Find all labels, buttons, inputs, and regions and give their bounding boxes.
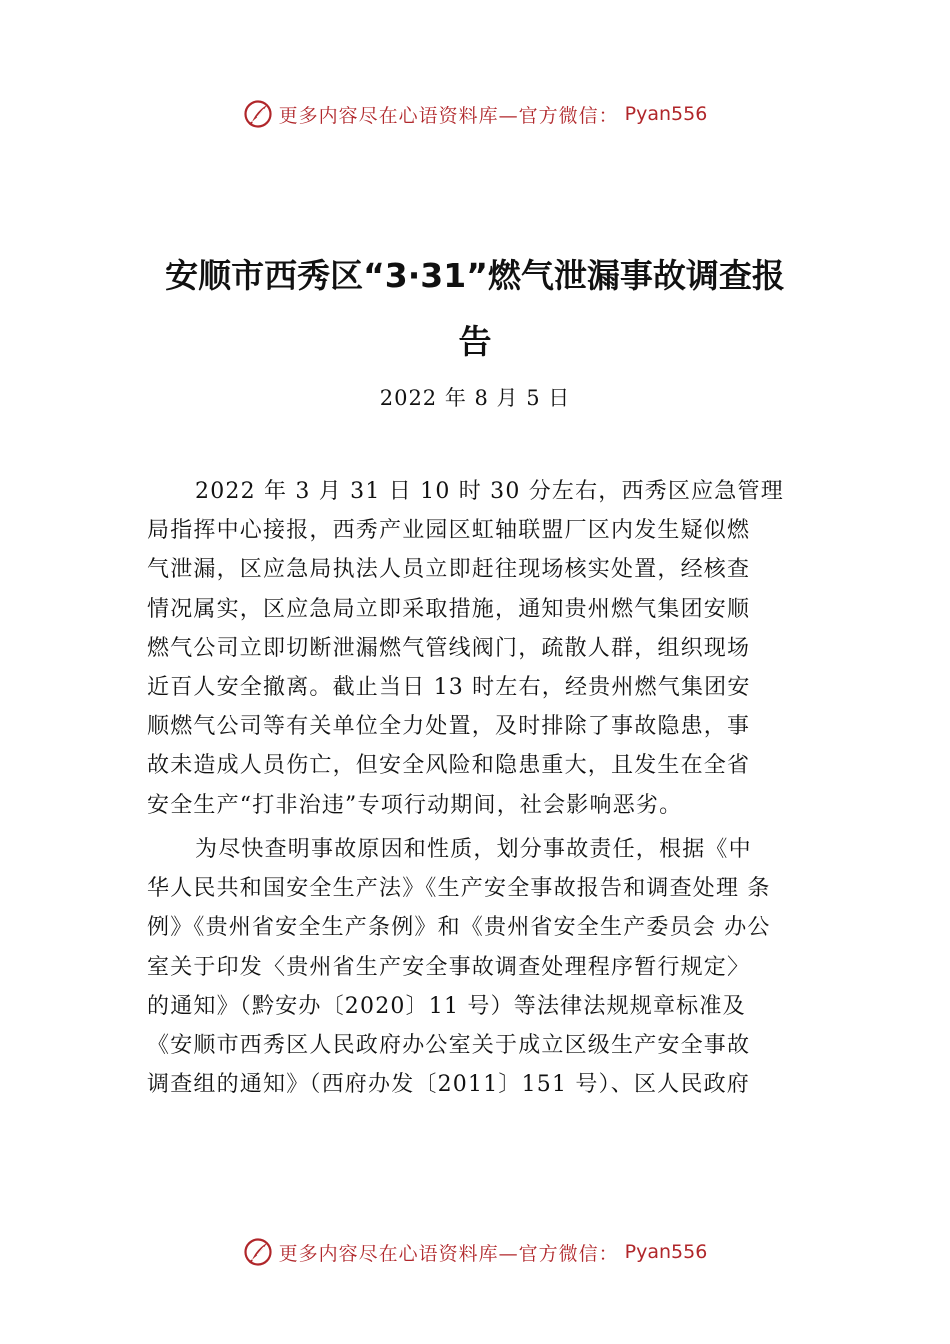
footer-banner [0,1232,950,1272]
text-line: 华人民共和国安全生产法》《生产安全事故报告和调查处理 条 [147,876,771,902]
text-line: 《安顺市西秀区人民政府办公室关于成立区级生产安全事故 [147,1033,751,1059]
report-title-line-2: 告 [458,322,492,361]
banner-text: 更多内容尽在心语资料库—官方微信： [278,1242,619,1265]
paragraph-incident-summary [147,472,807,825]
banner-wechat-id: Pyan556 [624,103,708,125]
text-line: 燃气公司立即切断泄漏燃气管线阀门，疏散人群，组织现场 [147,635,751,661]
text-line: 室关于印发〈贵州省生产安全事故调查处理程序暂行规定〉 [147,954,751,980]
feather-pen-logo-icon [243,99,273,129]
text-line: 为尽快查明事故原因和性质，划分事故责任，根据《中 [195,837,752,862]
paragraph-investigation-basis [147,830,807,1104]
header-banner [0,94,950,134]
text-line: 的通知》（黔安办〔2020〕11 号）等法律法规规章标准及 [147,993,746,1019]
text-line: 气泄漏，区应急局执法人员立即赶往现场核实处置，经核查 [147,557,751,583]
text-line: 情况属实，区应急局立即采取措施，通知贵州燃气集团安顺 [147,596,751,622]
report-title-line-1: 安顺市西秀区“3·31”燃气泄漏事故调查报 [165,256,785,295]
text-line: 调查组的通知》（西府办发〔2011〕151 号）、区人民政府 [147,1072,750,1098]
text-line: 局指挥中心接报，西秀产业园区虹轴联盟厂区内发生疑似燃 [147,518,751,544]
text-line: 顺燃气公司等有关单位全力处置，及时排除了事故隐患，事 [147,714,751,740]
text-line: 2022 年 3 月 31 日 10 时 30 分左右，西秀区应急管理 [195,479,784,504]
feather-pen-logo-icon [243,1237,273,1267]
banner-wechat-id: Pyan556 [624,1241,708,1263]
text-line: 故未造成人员伤亡，但安全风险和隐患重大，且发生在全省 [147,753,751,779]
report-date: 2022 年 8 月 5 日 [379,386,571,410]
text-line: 近百人安全撤离。截止当日 13 时左右，经贵州燃气集团安 [147,675,751,701]
text-line: 例》《贵州省安全生产条例》和《贵州省安全生产委员会 办公 [147,915,771,941]
text-line: 安全生产“打非治违”专项行动期间，社会影响恶劣。 [147,792,683,818]
banner-text: 更多内容尽在心语资料库—官方微信： [278,104,619,127]
